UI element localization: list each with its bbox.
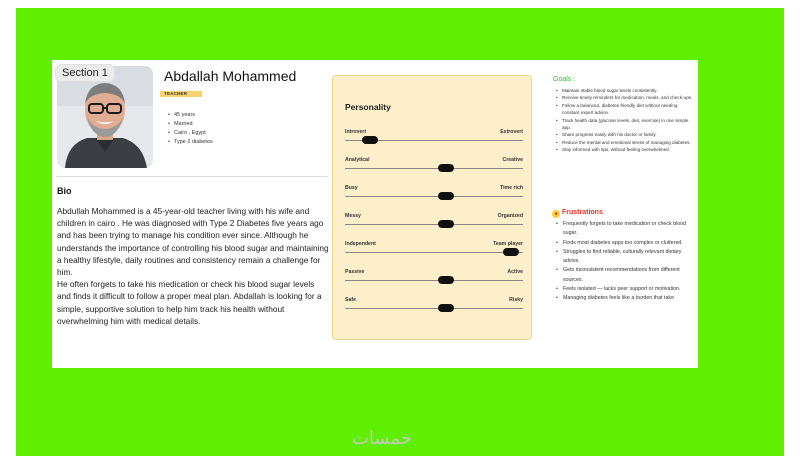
trait-left-label: Passive	[345, 269, 365, 275]
fact-age: • 45 years	[168, 111, 213, 120]
trait-left-label: Busy	[345, 185, 358, 191]
top-tab-strip	[650, 0, 800, 8]
trait-analytical-creative	[345, 157, 523, 171]
angry-face-icon: ◕	[552, 210, 560, 218]
goal-item: • Track health data (glucose levels, diet, exercise) in one simple app.	[556, 117, 696, 132]
goal-item: • Share progress easily with his doctor or family.	[556, 131, 696, 138]
fact-location: • Cairo , Egypt	[168, 129, 213, 138]
bio-heading: Bio	[57, 186, 72, 196]
trait-busy-timerich	[345, 185, 523, 199]
trait-slider-track	[345, 224, 523, 225]
goals-list	[556, 87, 696, 154]
trait-slider-track	[345, 308, 523, 309]
frustration-item: • Finds most diabetes apps too complex or cluttered.	[556, 239, 696, 248]
site-watermark: خمسات	[352, 428, 413, 448]
goal-item: • Receive timely reminders for medication, meals, and check-ups.	[556, 94, 696, 101]
trait-introvert-extrovert	[345, 129, 523, 143]
trait-safe-risky	[345, 297, 523, 311]
persona-role-badge: TEACHER	[160, 91, 202, 97]
frustrations-heading: Frustrations	[562, 209, 603, 216]
trait-slider-track	[345, 280, 523, 281]
persona-name: Abdallah Mohammed	[164, 68, 297, 84]
trait-left-label: Messy	[345, 213, 361, 219]
goals-heading: Goals :	[553, 76, 576, 83]
trait-left-label: Introvert	[345, 129, 367, 135]
goal-item: • Follow a balanced, diabetes-friendly diet without needing constant expert advice.	[556, 102, 696, 117]
frustrations-header	[552, 209, 603, 218]
trait-right-label: Risky	[509, 297, 523, 303]
trait-slider-track	[345, 168, 523, 169]
trait-right-label: Extrovert	[500, 129, 523, 135]
goal-item: • Stay informed with tips, without feeling overwhelmed.	[556, 146, 696, 153]
trait-right-label: Active	[507, 269, 523, 275]
trait-right-label: Creative	[502, 157, 523, 163]
section-label: Section 1	[55, 64, 115, 82]
trait-right-label: Organized	[497, 213, 523, 219]
trait-slider-track	[345, 196, 523, 197]
frustration-item: • Feels isolated — lacks peer support or motivation.	[556, 285, 696, 294]
fact-marital-status: • Married	[168, 120, 213, 129]
trait-slider-handle[interactable]	[438, 276, 454, 284]
frustration-item: • Struggles to find reliable, culturally relevant dietary advice.	[556, 248, 696, 267]
personality-title: Personality	[345, 102, 391, 112]
trait-passive-active	[345, 269, 523, 283]
frustration-item: • Managing diabetes feels like a burden that take	[556, 294, 696, 303]
trait-slider-handle[interactable]	[438, 164, 454, 172]
trait-slider-handle[interactable]	[438, 304, 454, 312]
bio-paragraph-2: He often forgets to take his medication or check his blood sugar levels and finds it difficult to follow a proper meal plan. Abdallah is looking for a simple, supportive solution to help him track his health without overwhelming him with medical details.	[57, 279, 322, 326]
trait-left-label: Analytical	[345, 157, 370, 163]
goal-item: • Reduce the mental and emotional stress of managing diabetes.	[556, 139, 696, 146]
trait-slider-handle[interactable]	[438, 192, 454, 200]
trait-right-label: Time rich	[500, 185, 523, 191]
persona-facts-list	[168, 111, 213, 147]
trait-left-label: Safe	[345, 297, 356, 303]
personality-panel	[332, 75, 532, 340]
trait-independent-teamplayer	[345, 241, 523, 255]
frustrations-list	[556, 220, 696, 304]
trait-right-label: Team player	[493, 241, 523, 247]
trait-messy-organized	[345, 213, 523, 227]
frustration-item: • Gets inconsistent recommendations from different sources.	[556, 266, 696, 285]
frustration-item: • Frequently forgets to take medication or check blood sugar.	[556, 220, 696, 239]
bio-paragraph-1: Abdullah Mohammed is a 45-year-old teacher living with his wife and children in cairo . He was diagnosed with Type 2 Diabetes five years ago and has been trying to manage his condition ever since. Although he understands the importance of controlling his blood sugar and maintaining a healthy lifestyle, daily routines and consistency remain a challenge for him.	[57, 206, 329, 278]
trait-slider-handle[interactable]	[362, 136, 378, 144]
fact-condition: • Type 2 diabetes	[168, 138, 213, 147]
bio-text	[57, 205, 329, 327]
section-divider	[56, 176, 328, 177]
trait-slider-handle[interactable]	[438, 220, 454, 228]
goal-item: • Maintain stable blood sugar levels consistently.	[556, 87, 696, 94]
trait-slider-handle[interactable]	[503, 248, 519, 256]
trait-left-label: Independent	[345, 241, 376, 247]
trait-slider-track	[345, 252, 523, 253]
